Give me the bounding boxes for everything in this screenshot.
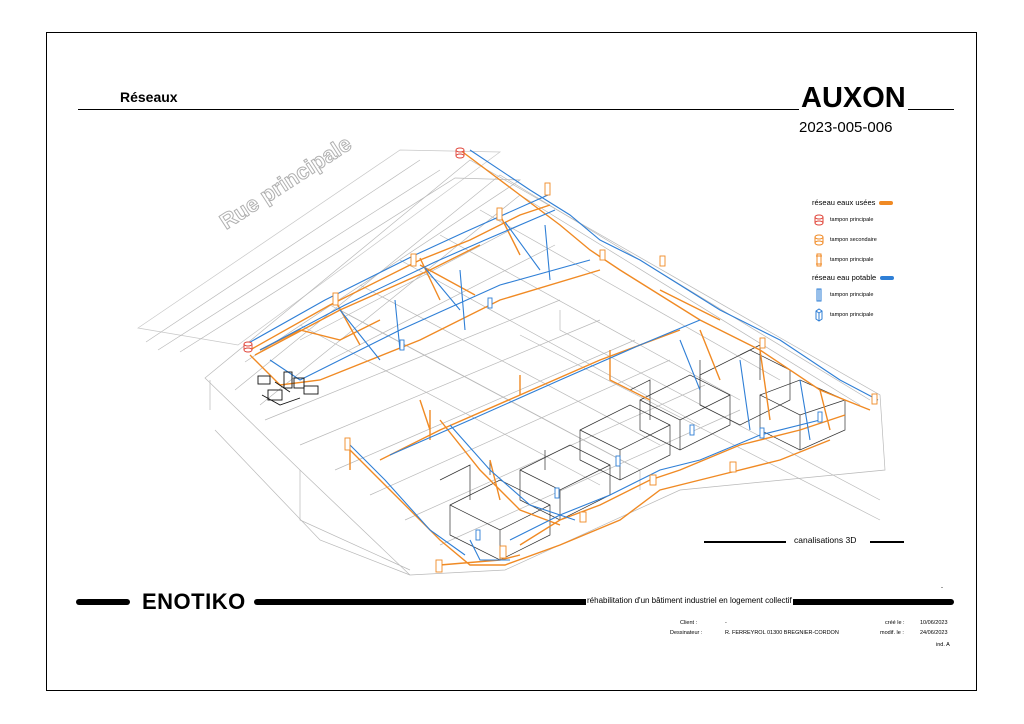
- legend-item: [812, 308, 912, 322]
- created-date: 10/06/2023: [920, 620, 948, 626]
- client-label: Client :: [680, 620, 698, 626]
- street-name: Rue principale: [215, 130, 356, 235]
- client-value: -: [725, 620, 727, 626]
- legend-item-label: tampon principale: [830, 217, 874, 223]
- legend-item: [812, 253, 912, 267]
- wastewater-color-swatch: [879, 201, 893, 205]
- manhole-round-icon: [812, 233, 826, 247]
- brand-line-left: [76, 599, 130, 605]
- legend-item-label: tampon principale: [830, 257, 874, 263]
- caption-line-left: [704, 541, 786, 543]
- equipment-cluster: [258, 372, 318, 405]
- drinking-water-color-swatch: [880, 276, 894, 280]
- manhole-round-icon: [812, 213, 826, 227]
- project-description: réhabilitation d'un bâtiment industriel en logement collectif: [587, 596, 792, 605]
- designer-label: Dessinateur :: [670, 630, 703, 636]
- sheet-mark: -: [941, 585, 943, 591]
- modified-date: 24/06/2023: [920, 630, 948, 636]
- legend-item: [812, 213, 912, 227]
- section-title: Réseaux: [120, 89, 178, 105]
- legend-item-label: tampon secondaire: [830, 237, 877, 243]
- view-caption-text: canalisations 3D: [794, 535, 857, 545]
- caption-line-right: [870, 541, 904, 543]
- legend-drinking-water-heading: [812, 273, 912, 282]
- view-caption: [700, 534, 910, 548]
- riser-pipe-icon: [812, 288, 826, 302]
- legend-item: [812, 233, 912, 247]
- riser-pipe-icon: [812, 253, 826, 267]
- brand-name: ENOTIKO: [142, 589, 246, 614]
- legend-drinking-water-title: réseau eau potable: [812, 273, 877, 282]
- legend-item: [812, 288, 912, 302]
- legend-item-label: tampon principale: [830, 292, 874, 298]
- valve-box-icon: [812, 308, 826, 322]
- legend-wastewater-title: réseau eaux usées: [812, 198, 876, 207]
- modified-label: modif. le :: [880, 630, 904, 636]
- legend-item-label: tampon principale: [830, 312, 874, 318]
- building-volumes: [440, 345, 845, 560]
- legend: [812, 198, 912, 328]
- revision-index: ind. A: [936, 642, 950, 648]
- designer-value: R. FERREYROL 01300 BREGNIER-CORDON: [725, 630, 839, 636]
- legend-wastewater-heading: [812, 198, 912, 207]
- project-reference: 2023-005-006: [799, 119, 893, 136]
- street-label: [215, 131, 356, 235]
- project-name: AUXON: [801, 82, 906, 114]
- created-label: créé le :: [885, 620, 905, 626]
